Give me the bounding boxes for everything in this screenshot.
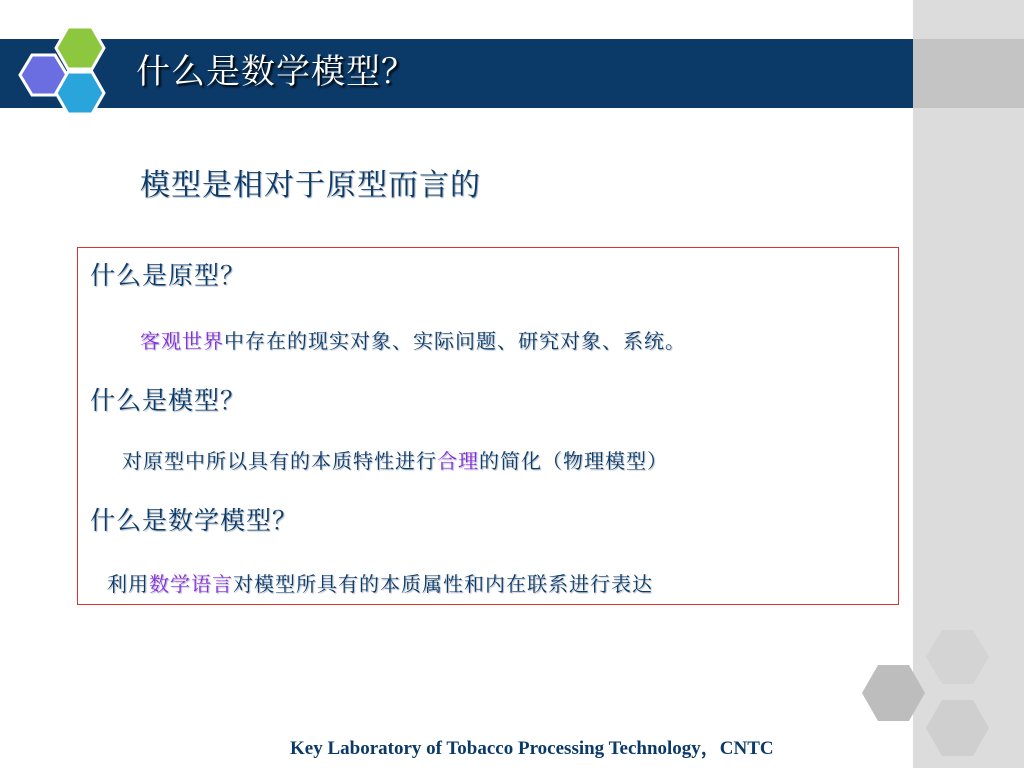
content-box: [77, 247, 899, 605]
answer-model-text-pre: 对原型中所以具有的本质特性进行: [122, 449, 437, 473]
question-model: 什么是模型？: [90, 386, 247, 415]
slide-subtitle: 模型是相对于原型而言的: [140, 168, 481, 203]
answer-math-model-text-post: 对模型所具有的本质属性和内在联系进行表达: [233, 572, 653, 596]
question-prototype: 什么是原型？: [90, 261, 247, 290]
title-bar-extension: [913, 39, 1024, 108]
answer-prototype: [140, 326, 686, 356]
hexagon-logo-icon: [10, 22, 130, 132]
highlight-reasonable: 合理: [437, 449, 479, 473]
footer-lab-name: Key Laboratory of Tobacco Processing Technology，CNTC: [290, 738, 774, 759]
page-title: 什么是数学模型？: [136, 52, 416, 92]
answer-model: [122, 446, 668, 476]
decorative-hexagons-icon: [850, 620, 1010, 768]
answer-model-text-post: 的简化（物理模型）: [479, 449, 668, 473]
answer-math-model-text-pre: 利用: [107, 572, 149, 596]
answer-prototype-text: 中存在的现实对象、实际问题、研究对象、系统。: [224, 329, 686, 353]
highlight-math-language: 数学语言: [149, 572, 233, 596]
highlight-objective-world: 客观世界: [140, 329, 224, 353]
answer-math-model: [107, 569, 653, 599]
question-math-model: 什么是数学模型？: [90, 506, 299, 535]
